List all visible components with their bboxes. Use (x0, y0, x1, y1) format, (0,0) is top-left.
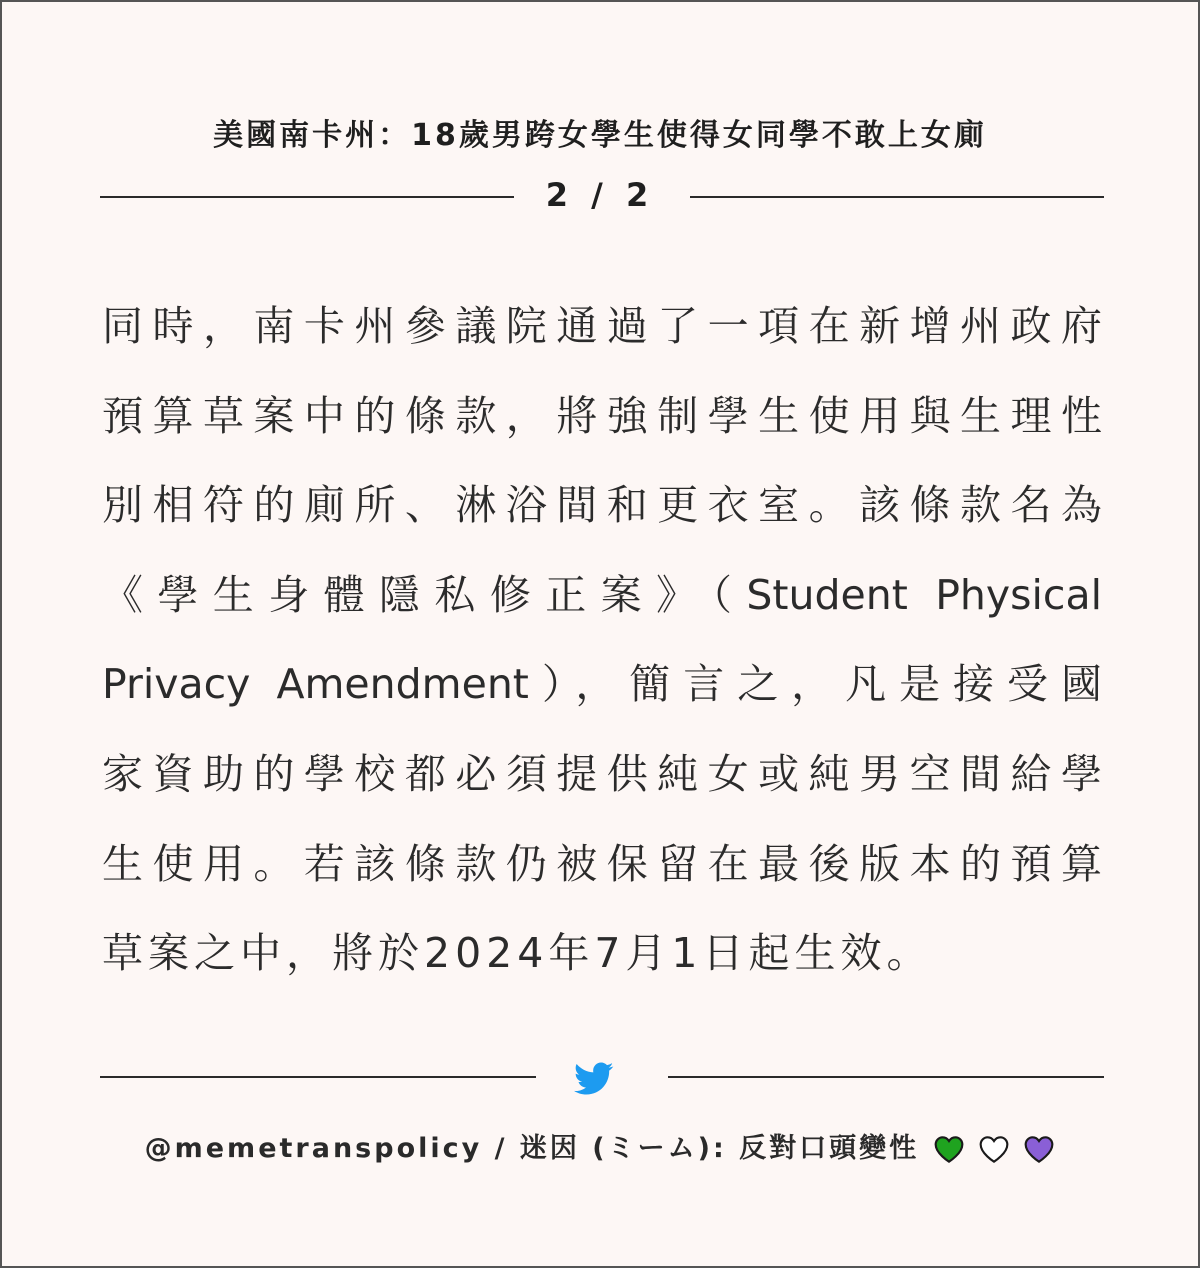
header-divider-right (690, 196, 1104, 198)
author-credit: @memetranspolicy / 迷因 (ミーム): 反對口頭變性 (144, 1133, 920, 1164)
purple-heart-icon (1023, 1134, 1055, 1164)
body-line: 別相符的廁所、淋浴間和更衣室。該條款名為 (102, 481, 1102, 530)
white-heart-icon (978, 1134, 1010, 1164)
article-body (102, 282, 1102, 999)
page-indicator: 2 / 2 (545, 176, 655, 214)
body-line: 草案之中，將於2024年7月1日起生效。 (102, 929, 933, 978)
green-heart-icon (933, 1134, 965, 1164)
body-line: 《學生身體隱私修正案》（Student Physical (102, 570, 1102, 619)
body-line: Privacy Amendment），簡言之，凡是接受國 (102, 660, 1102, 709)
footer-divider-left (100, 1076, 536, 1078)
body-line: 家資助的學校都必須提供純女或純男空間給學 (102, 749, 1102, 798)
body-line: 生使用。若該條款仍被保留在最後版本的預算 (102, 839, 1102, 888)
post-title: 美國南卡州：18歲男跨女學生使得女同學不敢上女廁 (213, 118, 987, 153)
footer-divider-right (668, 1076, 1104, 1078)
header-divider-left (100, 196, 514, 198)
footer-credit (2, 1126, 1198, 1165)
body-line: 預算草案中的條款，將強制學生使用與生理性 (102, 391, 1102, 440)
body-line: 同時，南卡州參議院通過了一項在新增州政府 (102, 302, 1102, 350)
twitter-bird-icon (574, 1062, 614, 1096)
